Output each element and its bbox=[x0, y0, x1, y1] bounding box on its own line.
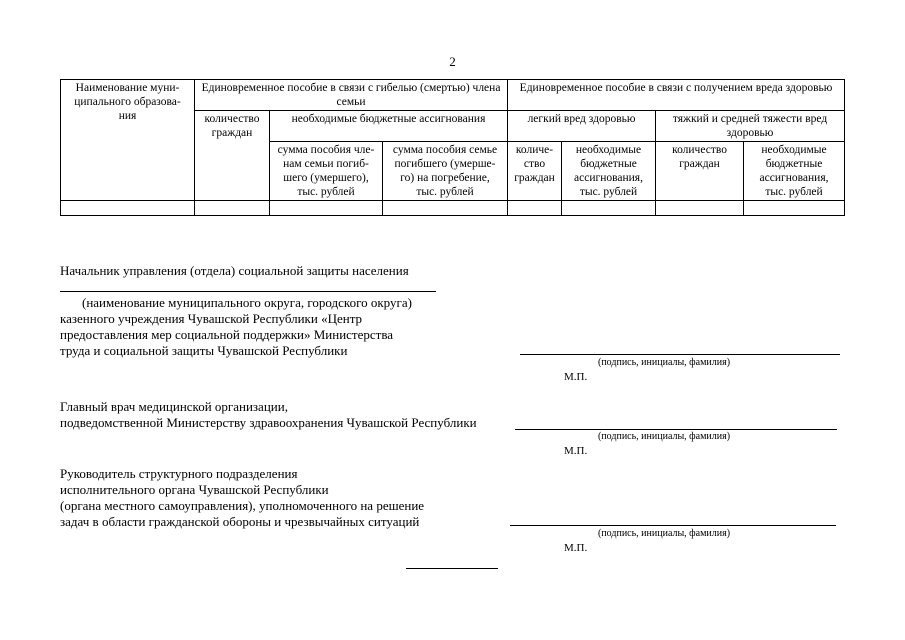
table-cell bbox=[744, 201, 845, 216]
signature-block-social-details bbox=[60, 295, 412, 359]
stamp-label: М.П. bbox=[564, 445, 588, 457]
table-cell bbox=[508, 201, 562, 216]
block1-line5: труда и социальной защиты Чувашской Республики bbox=[60, 343, 348, 358]
header-municipality: Наименование муни- ципального образова- ния bbox=[61, 80, 195, 201]
page-number: 2 bbox=[449, 54, 456, 69]
table-cell bbox=[61, 201, 195, 216]
block2-line2: подведомственной Министерству здравоохранения Чувашской Республики bbox=[60, 415, 477, 430]
stamp-label: М.П. bbox=[564, 371, 588, 383]
table-row bbox=[61, 201, 845, 216]
signature-line bbox=[515, 429, 837, 430]
table-cell bbox=[656, 201, 744, 216]
table-cell bbox=[270, 201, 383, 216]
header-light-harm: легкий вред здоровью bbox=[508, 111, 656, 142]
header-death-benefit: Единовременное пособие в связи с гибелью (смертью) члена семьи bbox=[195, 80, 508, 111]
header-light-budget: необходимые бюджетные ассигнования, тыс. рублей bbox=[562, 142, 656, 201]
block1-title: Начальник управления (отдела) социальной защиты населения bbox=[60, 263, 409, 278]
table-cell bbox=[195, 201, 270, 216]
header-death-sum-family: сумма пособия чле- нам семьи погиб- шего (умершего), тыс. рублей bbox=[270, 142, 383, 201]
signature-caption: (подпись, инициалы, фамилия) bbox=[598, 528, 731, 539]
header-death-sum-burial: сумма пособия семье погибшего (умерше- го) на погребение, тыс. рублей bbox=[383, 142, 508, 201]
signature-caption: (подпись, инициалы, фамилия) bbox=[598, 357, 731, 368]
block1-line3: казенного учреждения Чувашской Республики «Центр bbox=[60, 311, 363, 326]
block3-line2: исполнительного органа Чувашской Республики bbox=[60, 482, 329, 497]
footer-separator bbox=[406, 568, 498, 569]
stamp-label: М.П. bbox=[564, 542, 588, 554]
signature-block-medical bbox=[60, 399, 477, 431]
header-severe-count: количество граждан bbox=[656, 142, 744, 201]
header-death-budget: необходимые бюджетные ассигнования bbox=[270, 111, 508, 142]
block1-line4: предоставления мер социальной поддержки» Министерства bbox=[60, 327, 394, 342]
signature-caption: (подпись, инициалы, фамилия) bbox=[598, 431, 731, 442]
header-light-count: количе- ство граждан bbox=[508, 142, 562, 201]
block3-line4: задач в области гражданской обороны и чрезвычайных ситуаций bbox=[60, 514, 420, 529]
header-death-count: количество граждан bbox=[195, 111, 270, 201]
table-cell bbox=[383, 201, 508, 216]
signature-line bbox=[510, 525, 836, 526]
header-severe-budget: необходимые бюджетные ассигнования, тыс. рублей bbox=[744, 142, 845, 201]
benefits-table bbox=[60, 79, 845, 216]
header-injury-benefit: Единовременное пособие в связи с получением вреда здоровью bbox=[508, 80, 845, 111]
block3-line1: Руководитель структурного подразделения bbox=[60, 466, 298, 481]
blank-line bbox=[60, 291, 436, 292]
block3-line3: (органа местного самоуправления), уполномоченного на решение bbox=[60, 498, 425, 513]
signature-line bbox=[520, 354, 840, 355]
table-cell bbox=[562, 201, 656, 216]
signature-block-civil-defense bbox=[60, 466, 424, 530]
signature-block-social bbox=[60, 263, 409, 279]
header-severe-harm: тяжкий и средней тяжести вред здоровью bbox=[656, 111, 845, 142]
block1-placeholder: (наименование муниципального округа, городского округа) bbox=[82, 295, 412, 310]
block2-line1: Главный врач медицинской организации, bbox=[60, 399, 288, 414]
